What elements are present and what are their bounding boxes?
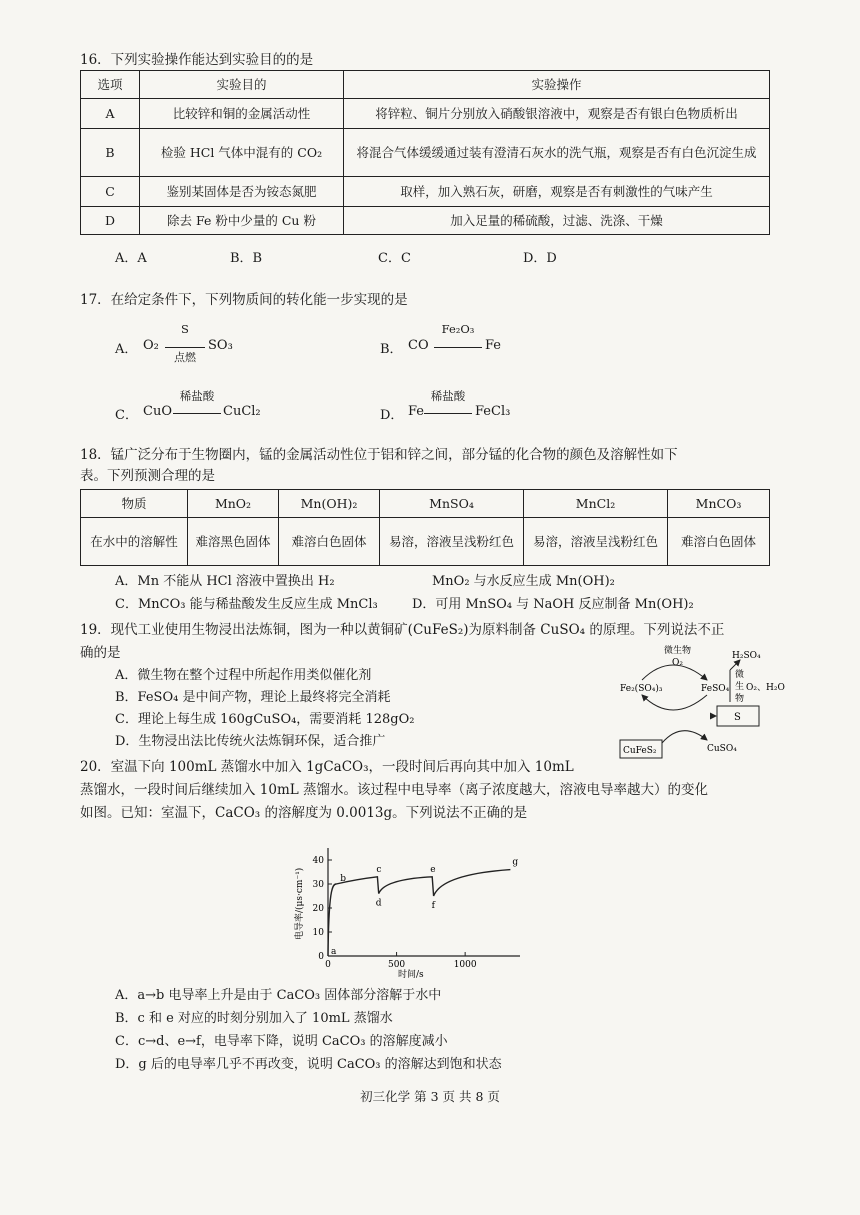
choice: D．D <box>523 251 557 266</box>
label: A． <box>115 342 138 357</box>
cell: 取样，加入熟石灰，研磨，观察是否有刺激性的气味产生 <box>344 177 770 207</box>
reactant: CO <box>408 338 429 353</box>
q20-option-a: A．a→b 电导率上升是由于 CaCO₃ 固体部分溶解于水中 <box>115 988 442 1003</box>
product: CuCl₂ <box>223 404 261 419</box>
q19-option-b: B．FeSO₄ 是中间产物，理论上最终将完全消耗 <box>115 690 391 705</box>
microbe-side-label: 物 <box>735 694 745 704</box>
cuso4-label: CuSO₄ <box>707 744 737 754</box>
s-label: S <box>734 712 741 723</box>
cell: 加入足量的稀硫酸，过滤、洗涤、干燥 <box>344 207 770 235</box>
q20-line2: 蒸馏水，一段时间后继续加入 10mL 蒸馏水。该过程中电导率（离子浓度越大，溶液电导率越大）的变化 <box>80 782 709 798</box>
point-label-f: f <box>431 901 435 911</box>
microbe-side-label: 微 <box>735 670 745 680</box>
q16-table <box>80 70 770 235</box>
cell: 物质 <box>81 490 188 518</box>
q18-option-a: A．Mn 不能从 HCl 溶液中置换出 H₂ <box>115 574 335 589</box>
q20-option-c: C．c→d、e→f，电导率下降，说明 CaCO₃ 的溶解度减小 <box>115 1034 448 1049</box>
choice: C．C <box>378 251 411 266</box>
reaction-arrow <box>434 347 482 348</box>
q16-header: 选项 <box>81 71 140 99</box>
table-row <box>81 207 770 235</box>
cell: D <box>81 207 140 235</box>
product: SO₃ <box>208 338 233 353</box>
q20-option-d: D．g 后的电导率几乎不再改变，说明 CaCO₃ 的溶解达到饱和状态 <box>115 1057 502 1072</box>
cell: B <box>81 129 140 177</box>
q18-option-b: MnO₂ 与水反应生成 Mn(OH)₂ <box>432 574 615 589</box>
cycle-arrow-bottom <box>642 695 707 710</box>
y-tick-label: 0 <box>318 952 324 962</box>
condition: 稀盐酸 <box>179 389 215 403</box>
cell: MnCl₂ <box>524 490 668 518</box>
reaction-arrow <box>173 413 221 414</box>
cufes2-label: CuFeS₂ <box>623 746 657 756</box>
q16-title: 16．下列实验操作能达到实验目的的是 <box>80 52 314 68</box>
q18-option-c: C．MnCO₃ 能与稀盐酸发生反应生成 MnCl₃ <box>115 597 378 612</box>
microbe-label: 微生物 <box>664 646 692 656</box>
h2so4-label: H₂SO₄ <box>732 651 761 661</box>
reaction-arrow <box>165 347 205 348</box>
q20-option-b: B．c 和 e 对应的时刻分别加入了 10mL 蒸馏水 <box>115 1011 393 1026</box>
reactant: Fe <box>408 404 425 419</box>
q17-option-d <box>380 388 580 428</box>
o2-h2o-label: O₂、H₂O <box>746 683 785 693</box>
q18-option-d: D．可用 MnSO₄ 与 NaOH 反应制备 Mn(OH)₂ <box>412 597 694 612</box>
q19-line2: 确的是 <box>80 645 121 661</box>
cell: 鉴别某固体是否为铵态氮肥 <box>140 177 344 207</box>
point-label-g: g <box>512 857 519 868</box>
q18-line2: 表。下列预测合理的是 <box>80 468 215 484</box>
cell: 易溶，溶液呈浅粉红色 <box>524 518 668 566</box>
x-ticks <box>325 952 477 970</box>
reactant: CuO <box>143 404 172 419</box>
point-label-a: a <box>331 947 337 957</box>
label: D． <box>380 408 404 423</box>
cell: MnO₂ <box>188 490 279 518</box>
cell: 在水中的溶解性 <box>81 518 188 566</box>
cell: Mn(OH)₂ <box>279 490 380 518</box>
y-tick-label: 20 <box>312 904 324 914</box>
cell: 易溶，溶液呈浅粉红色 <box>380 518 524 566</box>
q19-option-c: C．理论上每生成 160gCuSO₄，需要消耗 128gO₂ <box>115 712 415 727</box>
cell: MnSO₄ <box>380 490 524 518</box>
choice: A．A <box>115 251 147 266</box>
table-row <box>81 129 770 177</box>
x-tick-label: 500 <box>387 960 406 970</box>
cufes2-arrow <box>662 731 707 743</box>
q16-header: 实验目的 <box>140 71 344 99</box>
choice: B．B <box>230 251 263 266</box>
bioleaching-diagram <box>612 640 792 765</box>
label: B． <box>380 342 403 357</box>
conductivity-chart <box>280 830 540 980</box>
cell: MnCO₃ <box>668 490 770 518</box>
cell: 检验 HCl 气体中混有的 CO₂ <box>140 129 344 177</box>
q19-option-a: A．微生物在整个过程中所起作用类似催化剂 <box>115 668 372 683</box>
point-labels <box>331 858 518 957</box>
point-label-e: e <box>430 864 436 875</box>
q18-table <box>80 489 770 566</box>
q17-option-a <box>115 322 315 366</box>
label: C． <box>115 408 138 423</box>
conductivity-curve <box>328 870 510 956</box>
cell: A <box>81 99 140 129</box>
product: FeCl₃ <box>475 404 511 419</box>
cell: 难溶白色固体 <box>279 518 380 566</box>
cell: 除去 Fe 粉中少量的 Cu 粉 <box>140 207 344 235</box>
table-row <box>81 518 770 566</box>
q20-line3: 如图。已知：室温下，CaCO₃ 的溶解度为 0.0013g。下列说法不正确的是 <box>80 805 528 821</box>
reaction-arrow <box>424 413 472 414</box>
reactant: O₂ <box>143 338 159 353</box>
cell: 难溶白色固体 <box>668 518 770 566</box>
y-tick-label: 30 <box>312 880 324 890</box>
cell: C <box>81 177 140 207</box>
point-label-d: d <box>375 898 382 909</box>
product: Fe <box>485 338 502 353</box>
condition: Fe₂O₃ <box>441 322 475 336</box>
q16-header: 实验操作 <box>344 71 770 99</box>
cell: 难溶黑色固体 <box>188 518 279 566</box>
q17-title: 17．在给定条件下，下列物质间的转化能一步实现的是 <box>80 292 408 308</box>
h2so4-arrow <box>730 660 740 670</box>
point-label-c: c <box>376 864 382 875</box>
cell: 将锌粒、铜片分别放入硝酸银溶液中，观察是否有银白色物质析出 <box>344 99 770 129</box>
page-footer: 初三化学 第 3 页 共 8 页 <box>360 1089 500 1104</box>
q19-line1: 19．现代工业使用生物浸出法炼铜，图为一种以黄铜矿(CuFeS₂)为原料制备 CuSO₄ 的原理。下列说法不正 <box>80 622 725 638</box>
y-axis-label: 电导率/(μs·cm⁻¹) <box>295 867 305 940</box>
cell: 将混合气体缓缓通过装有澄清石灰水的洗气瓶，观察是否有白色沉淀生成 <box>344 129 770 177</box>
q17-option-b <box>380 322 580 366</box>
y-tick-label: 10 <box>312 928 324 938</box>
x-tick-label: 1000 <box>453 960 477 970</box>
q18-line1: 18．锰广泛分布于生物圈内，锰的金属活动性位于铝和锌之间，部分锰的化合物的颜色及溶解性如下 <box>80 447 678 463</box>
q20-line1: 20．室温下向 100mL 蒸馏水中加入 1gCaCO₃，一段时间后再向其中加入 10mL <box>80 759 574 775</box>
q19-option-d: D．生物浸出法比传统火法炼铜环保，适合推广 <box>115 734 386 749</box>
cell: 比较锌和铜的金属活动性 <box>140 99 344 129</box>
condition: 点燃 <box>174 351 196 364</box>
point-label-b: b <box>340 874 346 884</box>
feso4-label: FeSO₄ <box>701 684 730 694</box>
table-row <box>81 99 770 129</box>
microbe-side-label: 生 <box>735 682 745 692</box>
q16-choices <box>115 247 715 265</box>
table-row <box>81 177 770 207</box>
fe2so43-label: Fe₂(SO₄)₃ <box>620 684 663 694</box>
x-axis-label: 时间/s <box>398 970 424 980</box>
x-tick-label: 0 <box>325 960 331 970</box>
y-tick-label: 40 <box>312 856 324 866</box>
o2-label: O₂ <box>672 658 683 668</box>
condition: S <box>181 322 189 336</box>
condition: 稀盐酸 <box>430 389 466 403</box>
q17-option-c <box>115 388 315 428</box>
